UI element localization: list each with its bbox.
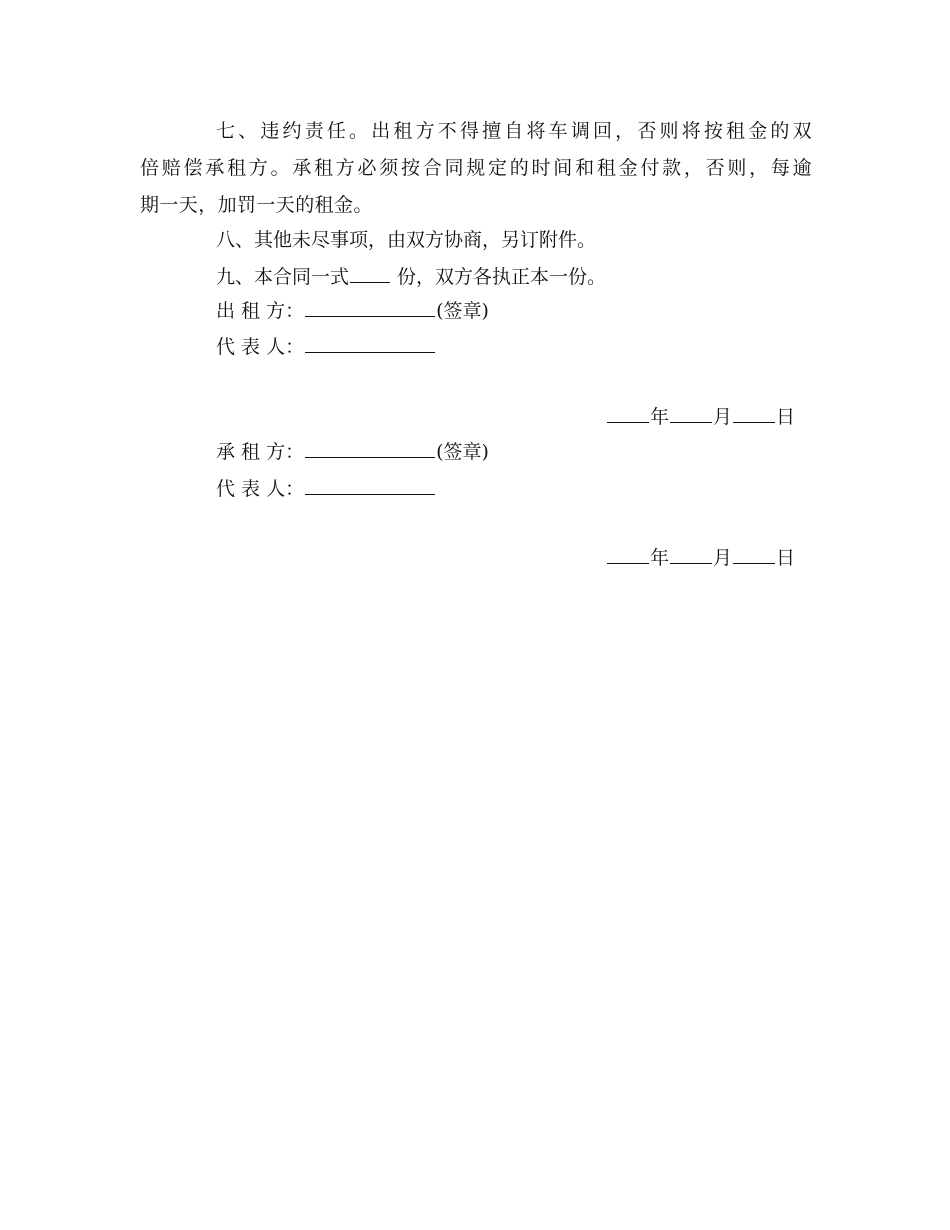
copies-blank[interactable]	[350, 264, 390, 283]
clause-seven-line-2: 倍赔偿承租方。承租方必须按合同规定的时间和租金付款，否则，每逾	[140, 157, 812, 179]
day-label: 日	[776, 406, 796, 428]
clause-seven-line-1: 七、违约责任。出租方不得擅自将车调回，否则将按租金的双	[216, 120, 812, 142]
lessor-signature-line	[216, 298, 489, 323]
lessee-month-blank[interactable]	[670, 545, 712, 564]
lessee-rep-label: 代 表 人：	[216, 478, 305, 500]
lessor-name-blank[interactable]	[305, 298, 435, 317]
lessee-name-blank[interactable]	[305, 439, 435, 458]
lessor-date	[606, 404, 795, 429]
year-label: 年	[650, 406, 670, 428]
clause-nine	[216, 264, 606, 289]
month-label: 月	[713, 406, 733, 428]
lessor-rep-label: 代 表 人：	[216, 336, 305, 358]
lessor-month-blank[interactable]	[670, 404, 712, 423]
clause-eight: 八、其他未尽事项，由双方协商，另订附件。	[216, 229, 597, 251]
lessor-rep-blank[interactable]	[305, 334, 435, 353]
lessee-day-blank[interactable]	[733, 545, 775, 564]
lessee-representative-line	[216, 476, 436, 501]
lessor-day-blank[interactable]	[733, 404, 775, 423]
clause-seven	[140, 113, 812, 224]
lessee-seal-label: (签章)	[436, 441, 489, 463]
lessor-label: 出 租 方：	[216, 300, 305, 322]
lessee-year-blank[interactable]	[607, 545, 649, 564]
lessee-rep-blank[interactable]	[305, 476, 435, 495]
lessor-seal-label: (签章)	[436, 300, 489, 322]
lessee-date	[606, 545, 795, 570]
lessor-year-blank[interactable]	[607, 404, 649, 423]
clause-seven-line-3: 期一天，加罚一天的租金。	[140, 194, 373, 216]
year-label: 年	[650, 547, 670, 569]
clause-nine-suffix: 份，双方各执正本一份。	[391, 266, 607, 288]
day-label: 日	[776, 547, 796, 569]
clause-nine-prefix: 九、本合同一式	[216, 266, 350, 288]
month-label: 月	[713, 547, 733, 569]
lessor-representative-line	[216, 334, 436, 359]
lessee-label: 承 租 方：	[216, 441, 305, 463]
lessee-signature-line	[216, 439, 489, 464]
